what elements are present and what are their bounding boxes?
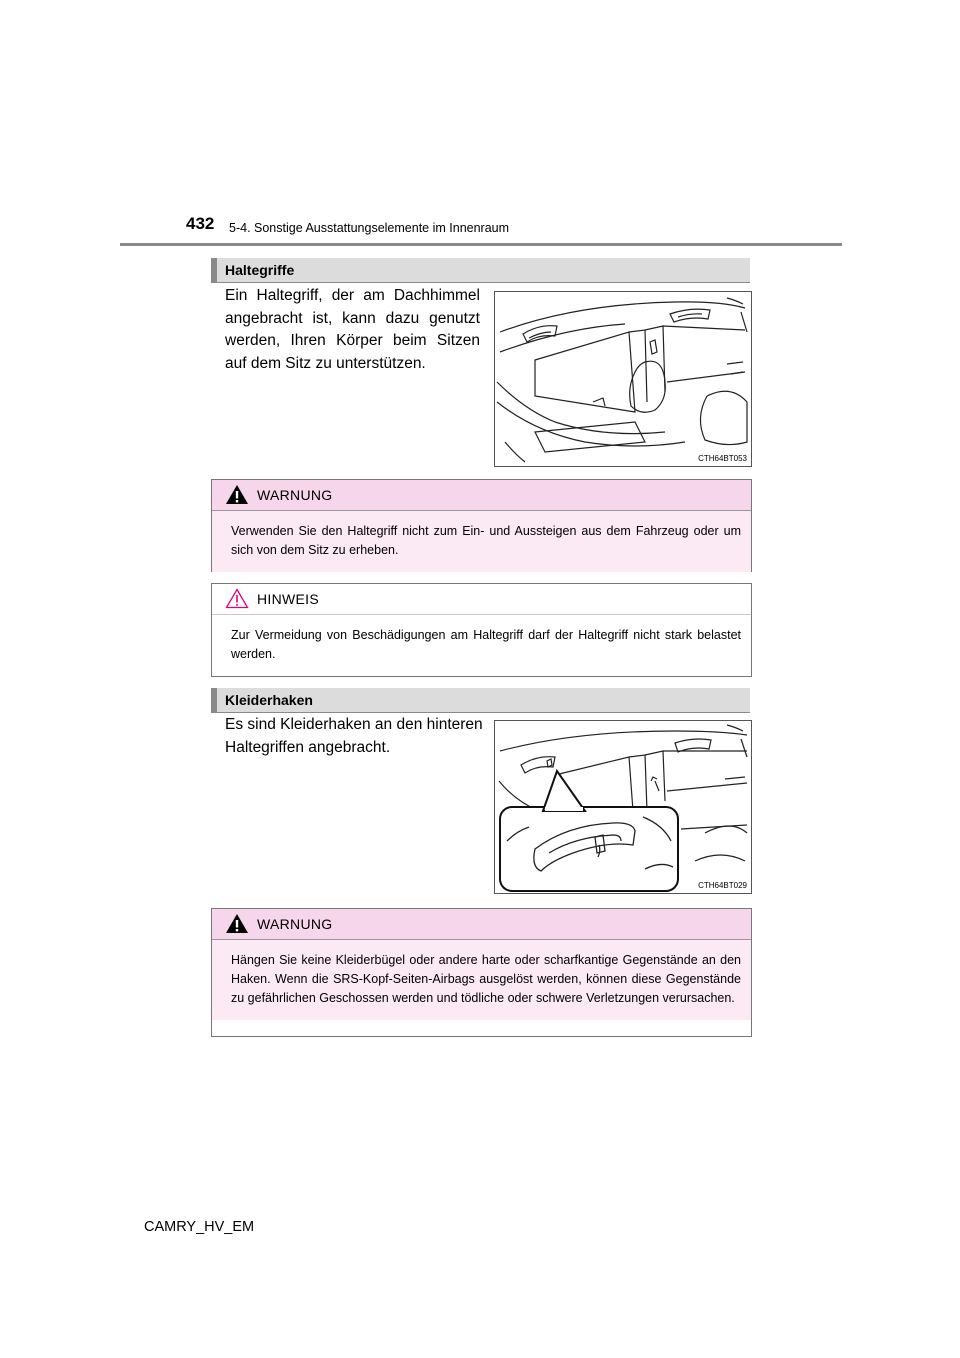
section-body-kleiderhaken: Es sind Kleiderhaken an den hinteren Haltegriffen angebracht. — [225, 716, 483, 756]
hint-box-header — [212, 584, 751, 615]
hint-title: HINWEIS — [257, 591, 319, 607]
section-heading-bar — [211, 688, 217, 712]
warning-triangle-icon — [225, 484, 249, 505]
warning-triangle-icon — [225, 913, 249, 934]
warning-box-1 — [211, 479, 752, 572]
coat-hook-illustration — [494, 720, 752, 894]
hint-text: Zur Vermeidung von Beschädigungen am Haltegriff darf der Haltegriff nicht stark belastet werden. — [231, 628, 741, 661]
section-heading-haltegriffe — [211, 258, 750, 283]
grab-handle-drawing — [495, 292, 751, 466]
grab-handle-illustration — [494, 291, 752, 467]
warning-text: Verwenden Sie den Haltegriff nicht zum Ein- und Aussteigen aus dem Fahrzeug oder um sich von dem Sitz zu erheben. — [212, 511, 751, 572]
document-code: CAMRY_HV_EM — [144, 1219, 255, 1235]
warning-text: Hängen Sie keine Kleiderbügel oder andere harte oder scharfkantige Gegenstände an den Haken. Wenn die SRS-Kopf-Seiten-Airbags ausgelöst werden, können diese Gegenstände zu gefährlichen Geschossen werden und tödliche oder schwere Verletzungen verursachen. — [212, 940, 751, 1020]
section-body-haltegriffe: Ein Haltegriff, der am Dachhimmel angebracht ist, kann dazu genutzt werden, Ihren Körper beim Sitzen auf dem Sitz zu unterstützen. — [225, 287, 480, 372]
warning-box-header — [212, 480, 751, 511]
section-heading-label: Haltegriffe — [225, 262, 295, 278]
section-heading-label: Kleiderhaken — [225, 692, 313, 708]
page-number: 432 — [186, 214, 215, 233]
figure-code: CTH64BT029 — [698, 881, 747, 890]
figure-code: CTH64BT053 — [698, 454, 747, 463]
caution-triangle-icon — [225, 588, 249, 609]
chapter-title: 5-4. Sonstige Ausstattungselemente im Innenraum — [229, 221, 510, 235]
hint-box — [211, 583, 752, 677]
warning-title: WARNUNG — [257, 487, 333, 503]
coat-hook-drawing — [495, 721, 751, 893]
warning-box-2 — [211, 908, 752, 1037]
warning-title: WARNUNG — [257, 916, 333, 932]
section-heading-bar — [211, 258, 217, 282]
warning-box-header — [212, 909, 751, 940]
header-divider — [120, 243, 842, 246]
section-heading-kleiderhaken — [211, 688, 750, 713]
